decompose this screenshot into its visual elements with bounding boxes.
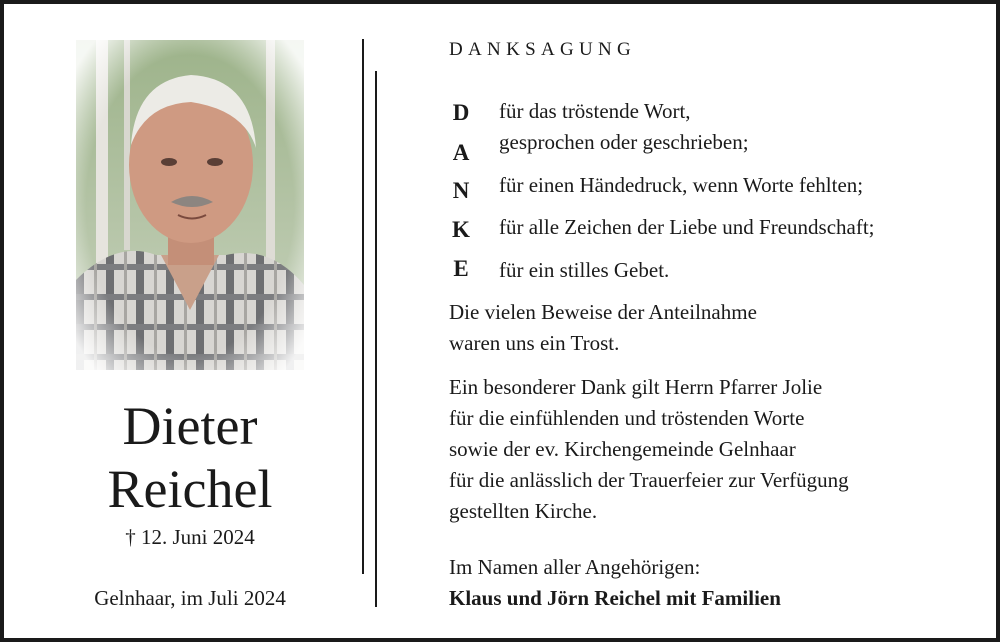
- acrostic-letter-k: K: [452, 217, 470, 242]
- acrostic-line-n: für einen Händedruck, wenn Worte fehlten;: [499, 173, 864, 197]
- paragraph-condolences: [449, 297, 757, 359]
- acrostic-line-d: für das tröstende Wort,: [499, 99, 691, 123]
- acrostic-letter-a: A: [452, 140, 470, 165]
- paragraph-line: Die vielen Beweise der Anteilnahme: [449, 300, 757, 324]
- paragraph-line: für die einfühlenden und tröstenden Worte: [449, 406, 805, 430]
- acrostic-line-e: für ein stilles Gebet.: [499, 258, 670, 282]
- paragraph-line: gestellten Kirche.: [449, 499, 598, 523]
- heading: DANKSAGUNG: [449, 39, 637, 60]
- acrostic-letter-e: E: [453, 256, 469, 281]
- paragraph-line: für die anlässlich der Trauerfeier zur Verfügung: [449, 468, 849, 492]
- signature: Klaus und Jörn Reichel mit Familien: [449, 586, 781, 610]
- last-name: Reichel: [107, 459, 273, 519]
- acrostic-letter-d: D: [452, 100, 470, 125]
- death-date: † 12. Juni 2024: [125, 525, 255, 549]
- acrostic-line-k: für alle Zeichen der Liebe und Freundschaft;: [499, 215, 875, 239]
- paragraph-line: waren uns ein Trost.: [449, 331, 620, 355]
- acrostic-line-a: gesprochen oder geschrieben;: [499, 130, 749, 154]
- paragraph-line: Ein besonderer Dank gilt Herrn Pfarrer Jolie: [449, 375, 823, 399]
- closing-line: Im Namen aller Angehörigen:: [449, 555, 701, 579]
- acrostic-letter-n: N: [452, 178, 470, 203]
- paragraph-thanks: [449, 372, 849, 527]
- paragraph-line: sowie der ev. Kirchengemeinde Gelnhaar: [449, 437, 796, 461]
- portrait-photo: [76, 40, 304, 370]
- place-and-date: Gelnhaar, im Juli 2024: [94, 586, 286, 610]
- first-name: Dieter: [122, 396, 258, 456]
- closing-block: [449, 552, 781, 614]
- divider-line-left: [362, 39, 364, 574]
- divider-line-right: [375, 71, 377, 607]
